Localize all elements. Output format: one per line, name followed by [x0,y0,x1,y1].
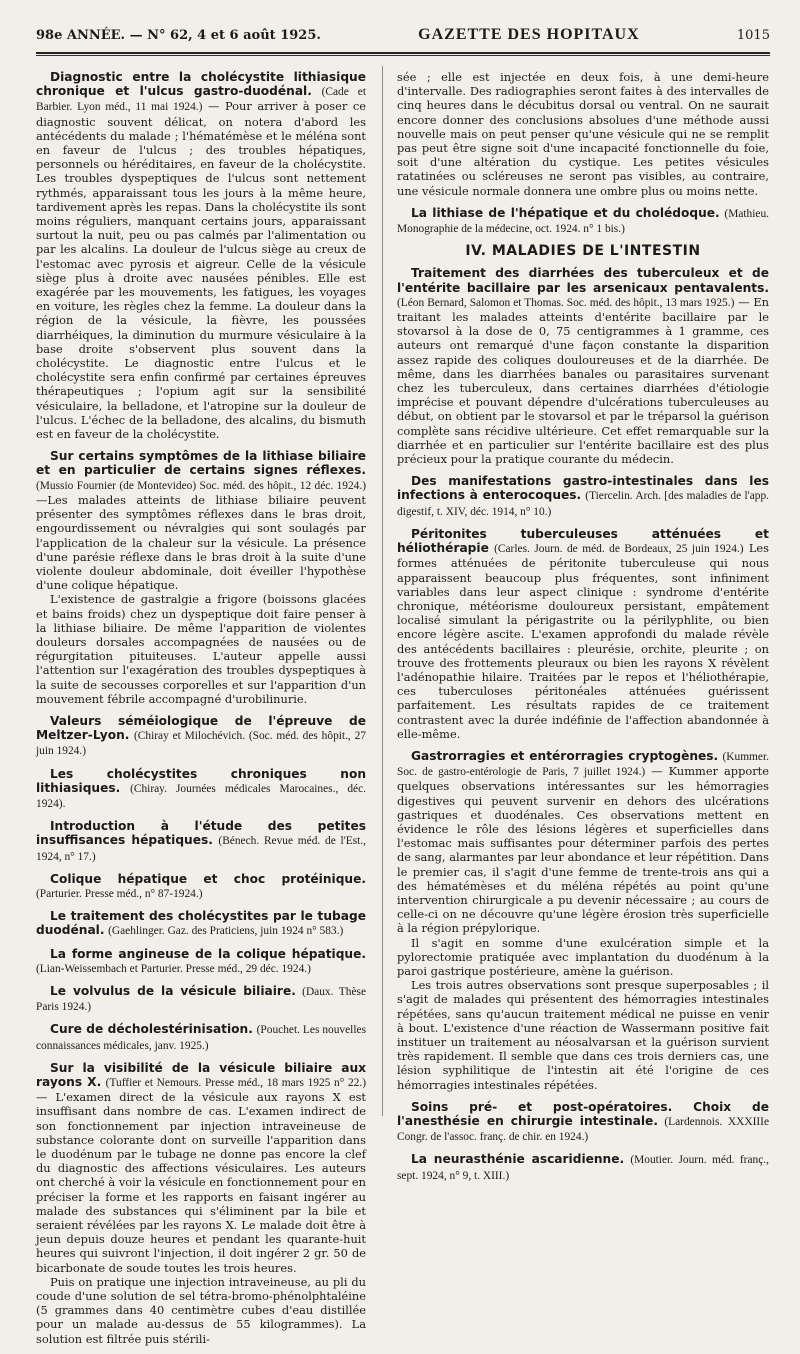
article-reference: (Kummer. Soc. de gastro-entérologie de Paris, 7 juillet 1924.) [397,750,769,779]
article-reference: (Cade et Barbier. Lyon méd., 11 mai 1924.) [36,86,366,114]
article-entry [36,714,366,759]
article-reference: (Tiercelin. Arch. [des maladies de l'app. digestif, t. XIV, déc. 1914, n° 10.) [397,490,769,518]
article-entry [397,206,769,236]
article-reference: (Pouchet. Les nouvelles connaissances médicales, janv. 1925.) [36,1024,366,1052]
article-title: Le volvulus de la vésicule biliaire. [50,983,296,998]
article-title: La neurasthénie ascaridienne. [411,1152,625,1167]
article-entry [36,947,366,976]
right-column [397,70,769,1191]
article-body: L'existence de gastralgie a frigore (boissons glacées et bains froids) chez un dyspeptique doit faire penser à la lithiase biliaire. De même l'apparition de violentes douleurs dorsales accompagnées de nausées ou de régurgitation pituiteuses. L'auteur appelle aussi l'attention sur l'exagération des troubles dyspeptiques à la suite de secousses corporelles et sur l'apparition d'un mouvement fébrile accompagné d'urobilinurie. [36,592,366,706]
article-entry [397,70,769,198]
article-body: Il s'agit en somme d'une exulcération simple et la pylorectomie pratiquée avec implantation du duodénum à la paroi gastrique postérieure, amène la guérison. [397,935,769,978]
article-entry [397,527,769,741]
article-title: La lithiase de l'hépatique et du cholédoque. [411,205,720,220]
article-body: sée ; elle est injectée en deux fois, à une demi-heure d'intervalle. Des radiographies seront faites à des intervalles de cinq heures dans le décubitus dorsal ou ventral. On ne saurait encore donner des conclusions absolues d'une méthode aussi nouvelle mais on peut penser qu'une vésicule qui ne se remplit pas peut être signe soit d'une incapacité fonctionnelle du foie, soit d'une altération du cystique. Les petites vésicules ratatinées ou scléreuses ne seront pas visibles, au contraire, une vésicule normale donnera une ombre plus ou moins nette. [397,70,769,198]
article-entry [36,984,366,1014]
article-reference: (Lian-Weissembach et Parturier. Presse méd., 29 déc. 1924.) [36,962,311,975]
article-title: Diagnostic entre la cholécystite lithiasique chronique et l'ulcus gastro-duodénal. [36,70,366,99]
article-title: La forme angineuse de la colique hépatique. [50,946,366,961]
article-title: Introduction à l'étude des petites insuffisances hépatiques. [36,819,366,848]
article-reference: (Carles. Journ. de méd. de Bordeaux, 25 juin 1924.) [494,543,744,556]
article-body: — En traitant les malades atteints d'entérite bacillaire par le stovarsol à la dose de 0, 75 centigrammes à 1 gramme, ces auteurs ont remarqué d'une façon constante la disparition assez rapide des coliques douloureuses et de la diarrhée. De même, dans les diarrhées banales ou parasitaires survenant chez les tuberculeux, dans certaines diarrhées d'étiologie imprécise et pouvant dépendre d'ulcérations tuberculeuses au début, on obtient par le stovarsol et par le tréparsol la guérison complète sans récidive ultérieure. Cet effet remarquable sur la diarrhée et en particulier sur l'entérite bacillaire est des plus précieux pour la pratique courante du médecin. [397,294,769,467]
page-header [36,26,770,54]
article-body: Les formes atténuées de péritonite tuberculeuse qui nous apparaissent beaucoup plus fréquentes, sont infiniment variables dans leur aspect clinique : syndrome d'entérite chronique, météorisme douloureux persistant, empâtement localisé simulant la périgastrite ou la périlyphlite, ou bien encore légère ascite. L'examen approfondi du malade révèle des antécédents bacillaires : pleurésie, orchite, pleurite ; on trouve des frottements pleuraux ou bien les rayons X révèlent l'adénopathie hilaire. Traitées par le repos et l'héliothérapie, ces tuberculoses péritonéales atténuées guérissent parfaitement. Les résultats rapides de ce traitement contrastent avec la durée indéfinie de l'affection abandonnée à elle-même. [397,541,769,741]
article-title: Péritonites tuberculeuses atténuées et héliothérapie [397,526,769,556]
article-title: Colique hépatique et choc protéinique. [50,871,366,886]
article-entry [36,767,366,812]
article-title: Gastrorragies et entérorragies cryptogènes. [411,748,719,763]
article-reference: (Gaehlinger. Gaz. des Praticiens, juin 1924 n° 583.) [108,925,344,938]
article-reference: (Tuffier et Nemours. Presse méd., 18 mars 1925 n° 22.) [105,1077,366,1089]
article-body: — Kummer apporte quelques observations intéressantes sur les hémorragies digestives qui peuvent survenir en dehors des ulcérations gastriques et duodénales. Ces observations mettent en évidence le rôle des lésions légères et superficielles dans l'estomac mais suffisantes pour déterminer parfois des pertes de sang, alarmantes par leur abondance et leur répétition. Dans le premier cas, il s'agit d'une femme de trente-trois ans qui a des hématémèses et du méléna répétés au point qu'une intervention chirurgicale a pu devenir nécessaire ; au cours de celle-ci on ne découvre qu'une légère érosion très superficielle à la région prépylorique. [397,764,770,936]
article-entry [36,1022,366,1052]
article-body: Les trois autres observations sont presque superposables ; il s'agit de malades qui présentent des hémorragies intestinales répétées, sans qu'aucun traitement médical ne puisse en venir à bout. L'existence d'une réaction de Wassermann positive fait instituer un traitement au néosalvarsan et la guérison survient très rapidement. Il semble que dans ces trois derniers cas, une lésion syphilitique de l'intestin ait été l'origine de ces hémorragies intestinales répétées. [397,978,769,1092]
article-reference: (Lardennois. XXXIIIe Congr. de l'assoc. franç. de chir. en 1924.) [397,1116,770,1144]
page-number: 1015 [736,28,770,43]
article-entry [397,749,769,1092]
article-entry [397,266,769,466]
article-reference: (Mussio Fournier (de Montevideo) Soc. méd. des hôpit., 12 déc. 1924.) [36,479,366,492]
article-reference: (Mathieu. Monographie de la médecine, oct. 1924. n° 1 bis.) [397,207,770,236]
article-title: Sur certains symptômes de la lithiase biliaire et en particulier de certains signes réflexes. [36,449,366,478]
article-reference: (Daux. Thèse Paris 1924.) [36,985,366,1014]
article-reference: (Chiray et Milochévich. (Soc. méd. des hôpit., 27 juin 1924.) [36,730,366,758]
article-title: Cure de décholestérinisation. [50,1022,253,1037]
article-body: — L'examen direct de la vésicule aux rayons X est insuffisant dans nombre de cas. L'examen indirect de son fonctionnement par injection intraveineuse de substance colorante dont on surveille l'apparition dans le duodénum par le tubage ne donne pas encore la clef du diagnostic des affections vésiculaires. Les auteurs ont cherché à voir la vésicule en fonctionnement pour en préciser la forme et les rapports en faisant ingérer au malade des substances qui s'éliminent par la bile et seraient révélées par les rayons X. Le malade doit être à jeun depuis douze heures et pendant les quarante-huit heures qui suivront l'injection, il doit ingérer 2 gr. 50 de bicarbonate de soude toutes les trois heures. [36,1090,366,1275]
article-reference: (Chiray. Journées médicales Marocaines., déc. 1924). [36,782,366,810]
article-entry [36,909,366,938]
article-entry [397,1152,769,1182]
article-title: Soins pré- et post-opératoires. Choix de l'anesthésie en chirurgie intestinale. [397,1099,769,1129]
article-entry [397,474,769,519]
article-entry [36,449,366,706]
article-entry [36,872,366,901]
article-title: Traitement des diarrhées des tuberculeux et de l'entérite bacillaire par les arsenicaux pentavalents. [397,266,769,295]
header-rule [36,55,770,56]
article-title: Les cholécystites chroniques non lithiasiques. [36,766,366,795]
article-title: Sur la visibilité de la vésicule biliaire aux rayons X. [36,1060,366,1089]
column-divider [382,66,383,1116]
article-body: Puis on pratique une injection intraveineuse, au pli du coude d'une solution de sel tétra-bromo-phénolphtaléine (5 grammes dans 40 centimètre cubes d'eau distillée pour un malade au-dessus de 55 kilogrammes). La solution est filtrée puis stérili- [36,1274,366,1346]
article-reference: (Léon Bernard, Salomon et Thomas. Soc. méd. des hôpit., 13 mars 1925.) [397,296,735,309]
article-body: — Pour arriver à poser ce diagnostic souvent délicat, on notera d'abord les antécédents du malade ; l'hématémèse et le méléna sont en faveur de l'ulcus ; des troubles hépatiques, personnels ou héréditaires, en faveur de la cholécystite. Les troubles dyspeptiques de l'ulcus sont nettement rythmés, apparaissant tous les jours à la même heure, tardivement après les repas. Dans la cholécystite ils sont moins réguliers, manquant certains jours, apparaissant surtout la nuit, peu ou pas calmés par l'alimentation ou par les alcalins. La douleur de l'ulcus siège au creux de l'estomac avec pyrosis et aigreur. Celle de la vésicule siège plus à droite avec nausées pénibles. Elle est exagérée par les mouvements, les fatigues, les voyages en voiture, les règles chez la femme. La douleur dans la région de la vésicule, la fièvre, les poussées diarrhéiques, la diminution du murmure vésiculaire à la base droite s'observent plus souvent dans la cholécystite. Le diagnostic entre l'ulcus et le cholécystite sera enfin confirmé par certaines épreuves thérapeutiques ; l'opium agit sur la sensibilité vésiculaire, la belladone, et l'atropine sur la douleur de l'ulcus. L'échec de la belladone, des alcalins, du bismuth est en faveur de la cholécystite. [36,99,367,442]
article-reference: (Bénech. Revue méd. de l'Est., 1924, n° 17.) [36,835,366,863]
article-entry [36,1061,366,1346]
left-column [36,70,366,1354]
issue-info: 98e ANNÉE. — N° 62, 4 et 6 août 1925. [36,28,321,43]
article-entry [36,819,366,864]
article-entry [397,1100,769,1145]
article-title: Des manifestations gastro-intestinales dans les infections à enterocoques. [397,474,769,503]
section-heading: IV. MALADIES DE L'INTESTIN [465,243,701,260]
article-title: Valeurs séméiologique de l'épreuve de Meltzer-Lyon. [36,713,366,743]
article-title: Le traitement des cholécystites par le tubage duodénal. [36,909,366,938]
article-reference: (Moutier. Journ. méd. franç., sept. 1924, n° 9, t. XIII.) [397,1154,769,1182]
article-entry [36,70,366,441]
article-body: —Les malades atteints de lithiase biliaire peuvent présenter des symptômes réflexes dans le bras droit, engourdissement ou névralgies qui sont soulagés par l'application de la chaleur sur la vésicule. La présence d'une parésie réflexe dans le bras droit à la suite d'une violente douleur abdominale, doit éveiller l'hypothèse d'une colique hépatique. [36,492,366,593]
journal-title: GAZETTE DES HOPITAUX [418,26,640,43]
article-reference: (Parturier. Presse méd., n° 87-1924.) [36,887,203,900]
